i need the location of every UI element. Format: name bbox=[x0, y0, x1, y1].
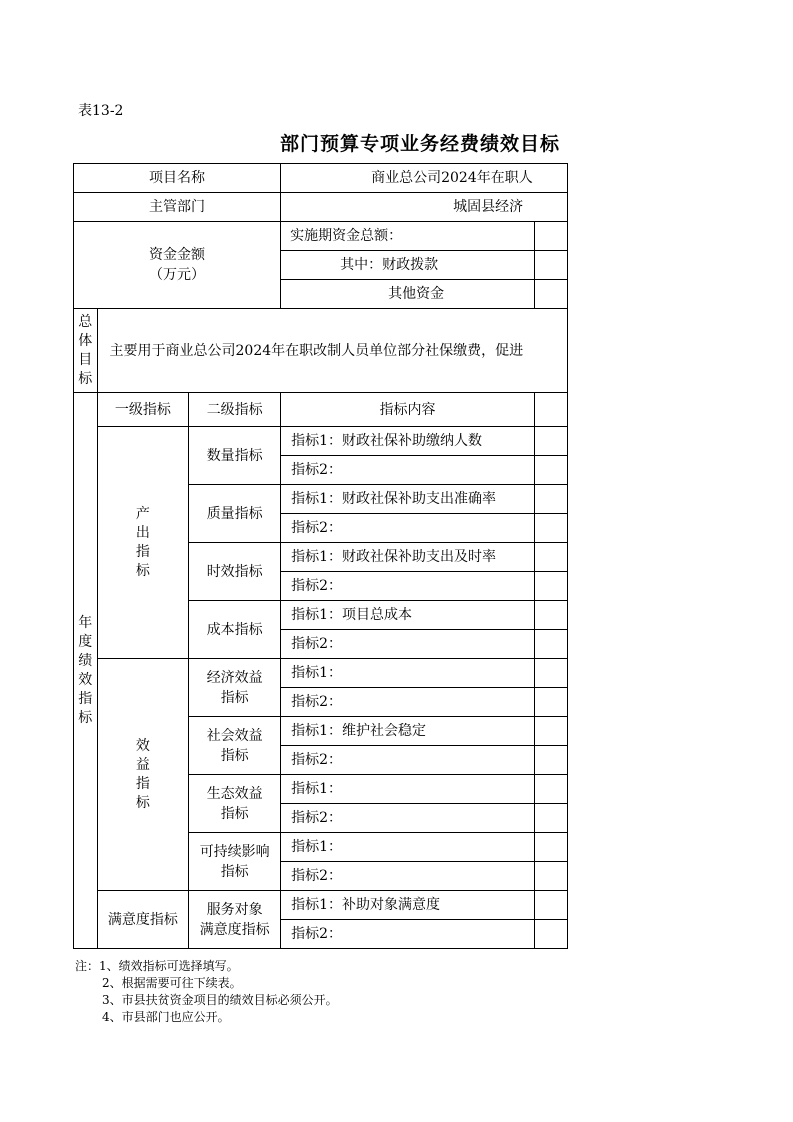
ecological-indicator-label: 生态效益 指标 bbox=[189, 775, 281, 833]
social-indicator-2: 指标2： bbox=[281, 746, 535, 775]
indicator-header-row bbox=[74, 393, 568, 427]
footnote-2: 2、根据需要可往下续表。 bbox=[102, 976, 242, 990]
economic-indicator-1: 指标1： bbox=[281, 659, 535, 688]
quantity-indicator-label: 数量指标 bbox=[189, 427, 281, 485]
timeliness-indicator-1: 指标1：财政社保补助支出及时率 bbox=[281, 543, 535, 572]
overall-goal-text: 主要用于商业总公司2024年在职改制人员单位部分社保缴费，促进 bbox=[97, 309, 568, 393]
department-value: 城固县经济 bbox=[281, 193, 568, 222]
cost-indicator-label: 成本指标 bbox=[189, 601, 281, 659]
performance-target-table bbox=[73, 163, 568, 949]
col-extra-header bbox=[534, 393, 567, 427]
output-indicators-label: 产 出 指 标 bbox=[97, 427, 189, 659]
funds-other-value bbox=[534, 280, 567, 309]
annual-indicators-label: 年 度 绩 效 指 标 bbox=[74, 393, 98, 949]
ecological-indicator-1: 指标1： bbox=[281, 775, 535, 804]
service-satisfaction-label: 服务对象 满意度指标 bbox=[189, 891, 281, 949]
quantity-indicator-1: 指标1：财政社保补助缴纳人数 bbox=[281, 427, 535, 456]
project-name-label: 项目名称 bbox=[74, 164, 281, 193]
funds-label bbox=[74, 222, 281, 309]
economic-indicator-2: 指标2： bbox=[281, 688, 535, 717]
cost-indicator-2: 指标2： bbox=[281, 630, 535, 659]
quantity-indicator-2: 指标2： bbox=[281, 456, 535, 485]
service-indicator-1: 指标1：补助对象满意度 bbox=[281, 891, 535, 920]
col-content-header: 指标内容 bbox=[281, 393, 535, 427]
footnote-1: 注：1、绩效指标可选择填写。 bbox=[75, 959, 239, 973]
project-name-value: 商业总公司2024年在职人 bbox=[281, 164, 568, 193]
table-row bbox=[74, 659, 568, 688]
ecological-indicator-2: 指标2： bbox=[281, 804, 535, 833]
col-level1-header: 一级指标 bbox=[97, 393, 189, 427]
funds-fiscal-value bbox=[534, 251, 567, 280]
table-row bbox=[74, 427, 568, 456]
footnotes bbox=[75, 958, 338, 1026]
sustainable-indicator-label: 可持续影响 指标 bbox=[189, 833, 281, 891]
economic-indicator-label: 经济效益 指标 bbox=[189, 659, 281, 717]
quality-indicator-2: 指标2： bbox=[281, 514, 535, 543]
sustainable-indicator-1: 指标1： bbox=[281, 833, 535, 862]
footnote-4: 4、市县部门也应公开。 bbox=[102, 1010, 230, 1024]
table-row bbox=[74, 891, 568, 920]
funds-label-line2: （万元） bbox=[149, 267, 206, 283]
table-number: 表13-2 bbox=[78, 103, 124, 119]
document-title: 部门预算专项业务经费绩效目标 bbox=[280, 133, 561, 155]
footnote-3: 3、市县扶贫资金项目的绩效目标必须公开。 bbox=[102, 993, 338, 1007]
quality-indicator-label: 质量指标 bbox=[189, 485, 281, 543]
timeliness-indicator-2: 指标2： bbox=[281, 572, 535, 601]
cost-indicator-1: 指标1：项目总成本 bbox=[281, 601, 535, 630]
department-row bbox=[74, 193, 568, 222]
funds-label-line1: 资金金额 bbox=[149, 247, 206, 263]
col-level2-header: 二级指标 bbox=[189, 393, 281, 427]
service-indicator-2: 指标2： bbox=[281, 920, 535, 949]
funds-fiscal-label: 其中：财政拨款 bbox=[281, 251, 535, 280]
project-name-row bbox=[74, 164, 568, 193]
quality-indicator-1: 指标1：财政社保补助支出准确率 bbox=[281, 485, 535, 514]
timeliness-indicator-label: 时效指标 bbox=[189, 543, 281, 601]
overall-goal-row bbox=[74, 309, 568, 393]
funds-total-label: 实施期资金总额： bbox=[281, 222, 535, 251]
department-label: 主管部门 bbox=[74, 193, 281, 222]
social-indicator-1: 指标1：维护社会稳定 bbox=[281, 717, 535, 746]
satisfaction-indicators-label: 满意度指标 bbox=[97, 891, 189, 949]
funds-other-label: 其他资金 bbox=[281, 280, 535, 309]
funds-total-row bbox=[74, 222, 568, 251]
sustainable-indicator-2: 指标2： bbox=[281, 862, 535, 891]
social-indicator-label: 社会效益 指标 bbox=[189, 717, 281, 775]
overall-goal-label: 总 体 目 标 bbox=[74, 309, 98, 393]
benefit-indicators-label: 效 益 指 标 bbox=[97, 659, 189, 891]
funds-total-value bbox=[534, 222, 567, 251]
